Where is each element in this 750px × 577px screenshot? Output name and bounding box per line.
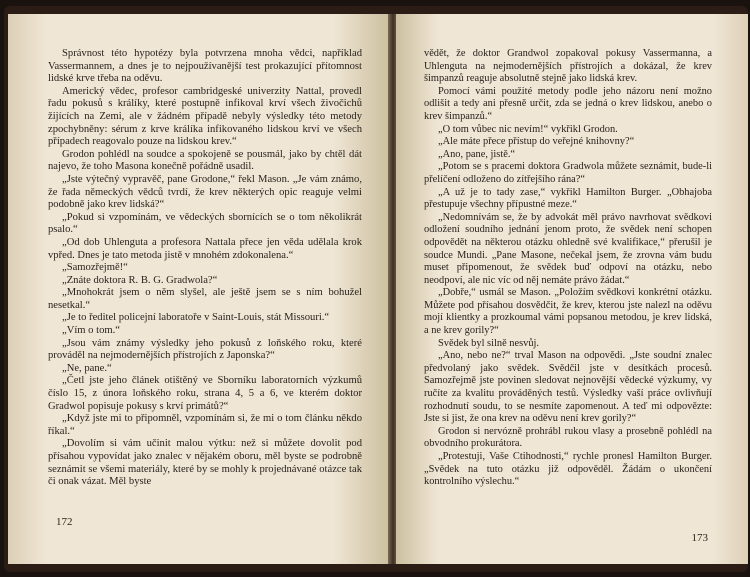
paragraph: Správnost této hypotézy byla potvrzena mnoha vědci, například Vassermannem, a dnes je to nejpoužívanější test prokazující přítomnost lidské krve třeba na oděvu. (48, 48, 362, 85)
paragraph: Grodon pohlédl na soudce a spokojeně se pousmál, jako by chtěl dát najevo, že toho Masona konečně pořádně usadil. (48, 148, 362, 173)
paragraph: „Mnohokrát jsem o něm slyšel, ale ještě jsem se s ním bohužel nesetkal.“ (48, 287, 362, 311)
paragraph: „Četl jste jeho článek otištěný ve Sborníku laboratorních výzkumů číslo 15, z února loňského roku, strana 4, 5 a 6, ve kterém doktor Gradwol popisuje pokusy s krví primátů?“ (48, 375, 362, 412)
left-page (8, 14, 390, 564)
paragraph: „Je to ředitel policejní laboratoře v Saint-Louis, stát Missouri.“ (62, 312, 330, 324)
paragraph: „Samozřejmě!“ (62, 262, 128, 274)
page-number: 173 (691, 532, 708, 544)
paragraph: „Dobře,“ usmál se Mason. „Položím svědkovi konkrétní otázku. Můžete pod přísahou dosvědčit, že krev, kterou jste nalezl na oděvu mojí klientky a prozkoumal vámi popsanou metodou, je krev lidská, a ne krev gorily?“ (424, 287, 712, 337)
paragraph: „Potom se s pracemi doktora Gradwola můžete seznámit, bude-li přelíčení odloženo do zítřejšího rána?“ (424, 161, 712, 185)
paragraph: „Ano, pane, jistě.“ (438, 148, 516, 160)
paragraph: Americký vědec, profesor cambridgeské univerzity Nattal, provedl řadu pokusů s králíky, které postupně infikoval krví všech živočichů žijících na Zemi, ale v žádném případě nebyly výsledky této metody zpochybněny: sérum z krve králíka infikovaného lidskou krví ve všech případech reagovalo pouze na lidskou krev.“ (48, 85, 362, 148)
right-page-text (424, 48, 712, 489)
paragraph: Pomocí vámi použité metody podle jeho názoru není možno odlišit a tedy ani přesně určit, zda se jedná o krev lidskou, anebo o krev šimpanzů.“ (424, 85, 712, 122)
right-page (396, 14, 748, 564)
paragraph: „Nedomnívám se, že by advokát měl právo navrhovat svědkovi odložení soudního jednání jenom proto, že svědek není schopen odpovědět na některou otázku ohledně své kvalifikace,“ přerušil je soudce Mundi. „Pane Masone, nečekal jsem, že zrovna vám budu muset připomenout, že svědek buď odpoví na otázku, nebo neodpoví, ale nic víc od něj nemáte právo žádat.“ (424, 211, 712, 286)
paragraph: „Ale máte přece přístup do veřejné knihovny?“ (438, 136, 635, 148)
paragraph: „Vím o tom.“ (62, 325, 120, 337)
paragraph: „Dovolím si vám učinit malou výtku: než si můžete dovolit pod přísahou vypovídat jako znalec v nějakém oboru, měl byste se podrobně seznámit se všemi materiály, které by se mohly k projednávané otázce tak či onak vázat. Měl byste (48, 438, 362, 488)
paragraph: „Protestuji, Vaše Ctihodnosti,“ rychle pronesl Hamilton Burger. „Svědek na tuto otázku již odpověděl. Žádám o ukončení kontrolního výslechu.“ (424, 451, 712, 488)
paragraph: „Od dob Uhlenguta a profesora Nattala přece jen věda udělala krok vpřed. Dnes je tato metoda jistě v mnohém zdokonalena.“ (48, 236, 362, 261)
paragraph: „Ne, pane.“ (62, 362, 112, 374)
page-number: 172 (56, 516, 73, 528)
paragraph: „O tom vůbec nic nevím!“ vykřikl Grodon. (438, 123, 618, 135)
paragraph: vědět, že doktor Grandwol zopakoval pokusy Vassermanna, a Uhlenguta na nejmodernějších přístrojích a dokázal, že krev šimpanzů reaguje absolutně stejně jako lidská krev. (424, 48, 712, 85)
left-page-text (48, 48, 362, 489)
paragraph: „Znáte doktora R. B. G. Gradwola?“ (62, 274, 218, 286)
paragraph: Svědek byl silně nesvůj. (438, 337, 540, 349)
paragraph: „Jste výtečný vypravěč, pane Grodone,“ řekl Mason. „Je vám známo, že řada německých vědců tvrdí, že krev některých opic reaguje velmi podobně jako krev lidská?“ (48, 173, 362, 211)
paragraph: „A už je to tady zase,“ vykřikl Hamilton Burger. „Obhajoba přestupuje všechny přípustné meze.“ (424, 186, 712, 211)
paragraph: „Ano, nebo ne?“ trval Mason na odpovědi. „Jste soudní znalec předvolaný jako svědek. Svědčil jste v desítkách procesů. Samozřejmě jste povinen sledovat nejnovější vědecké výzkumy, vy ručíte za kvalitu prováděných testů. Výsledky vaší práce ovlivňují rozhodnutí soudu, to se nesmíte zapomenout. A teď mi odpovězte: Jste si jist, že ona krev na oděvu není krev gorily?“ (424, 350, 712, 425)
paragraph: Grodon si nervózně prohrábl rukou vlasy a prosebně pohlédl na obvodního prokurátora. (424, 425, 712, 450)
paragraph: „Jsou vám známy výsledky jeho pokusů z loňského roku, které prováděl na nejmodernějších přístrojích z Japonska?“ (48, 337, 362, 362)
paragraph: „Pokud si vzpomínám, ve vědeckých sbornících se o tom několikrát psalo.“ (48, 211, 362, 236)
paragraph: „Když jste mi to připomněl, vzpomínám si, že mi o tom článku někdo říkal.“ (48, 413, 362, 437)
open-book (4, 6, 748, 572)
